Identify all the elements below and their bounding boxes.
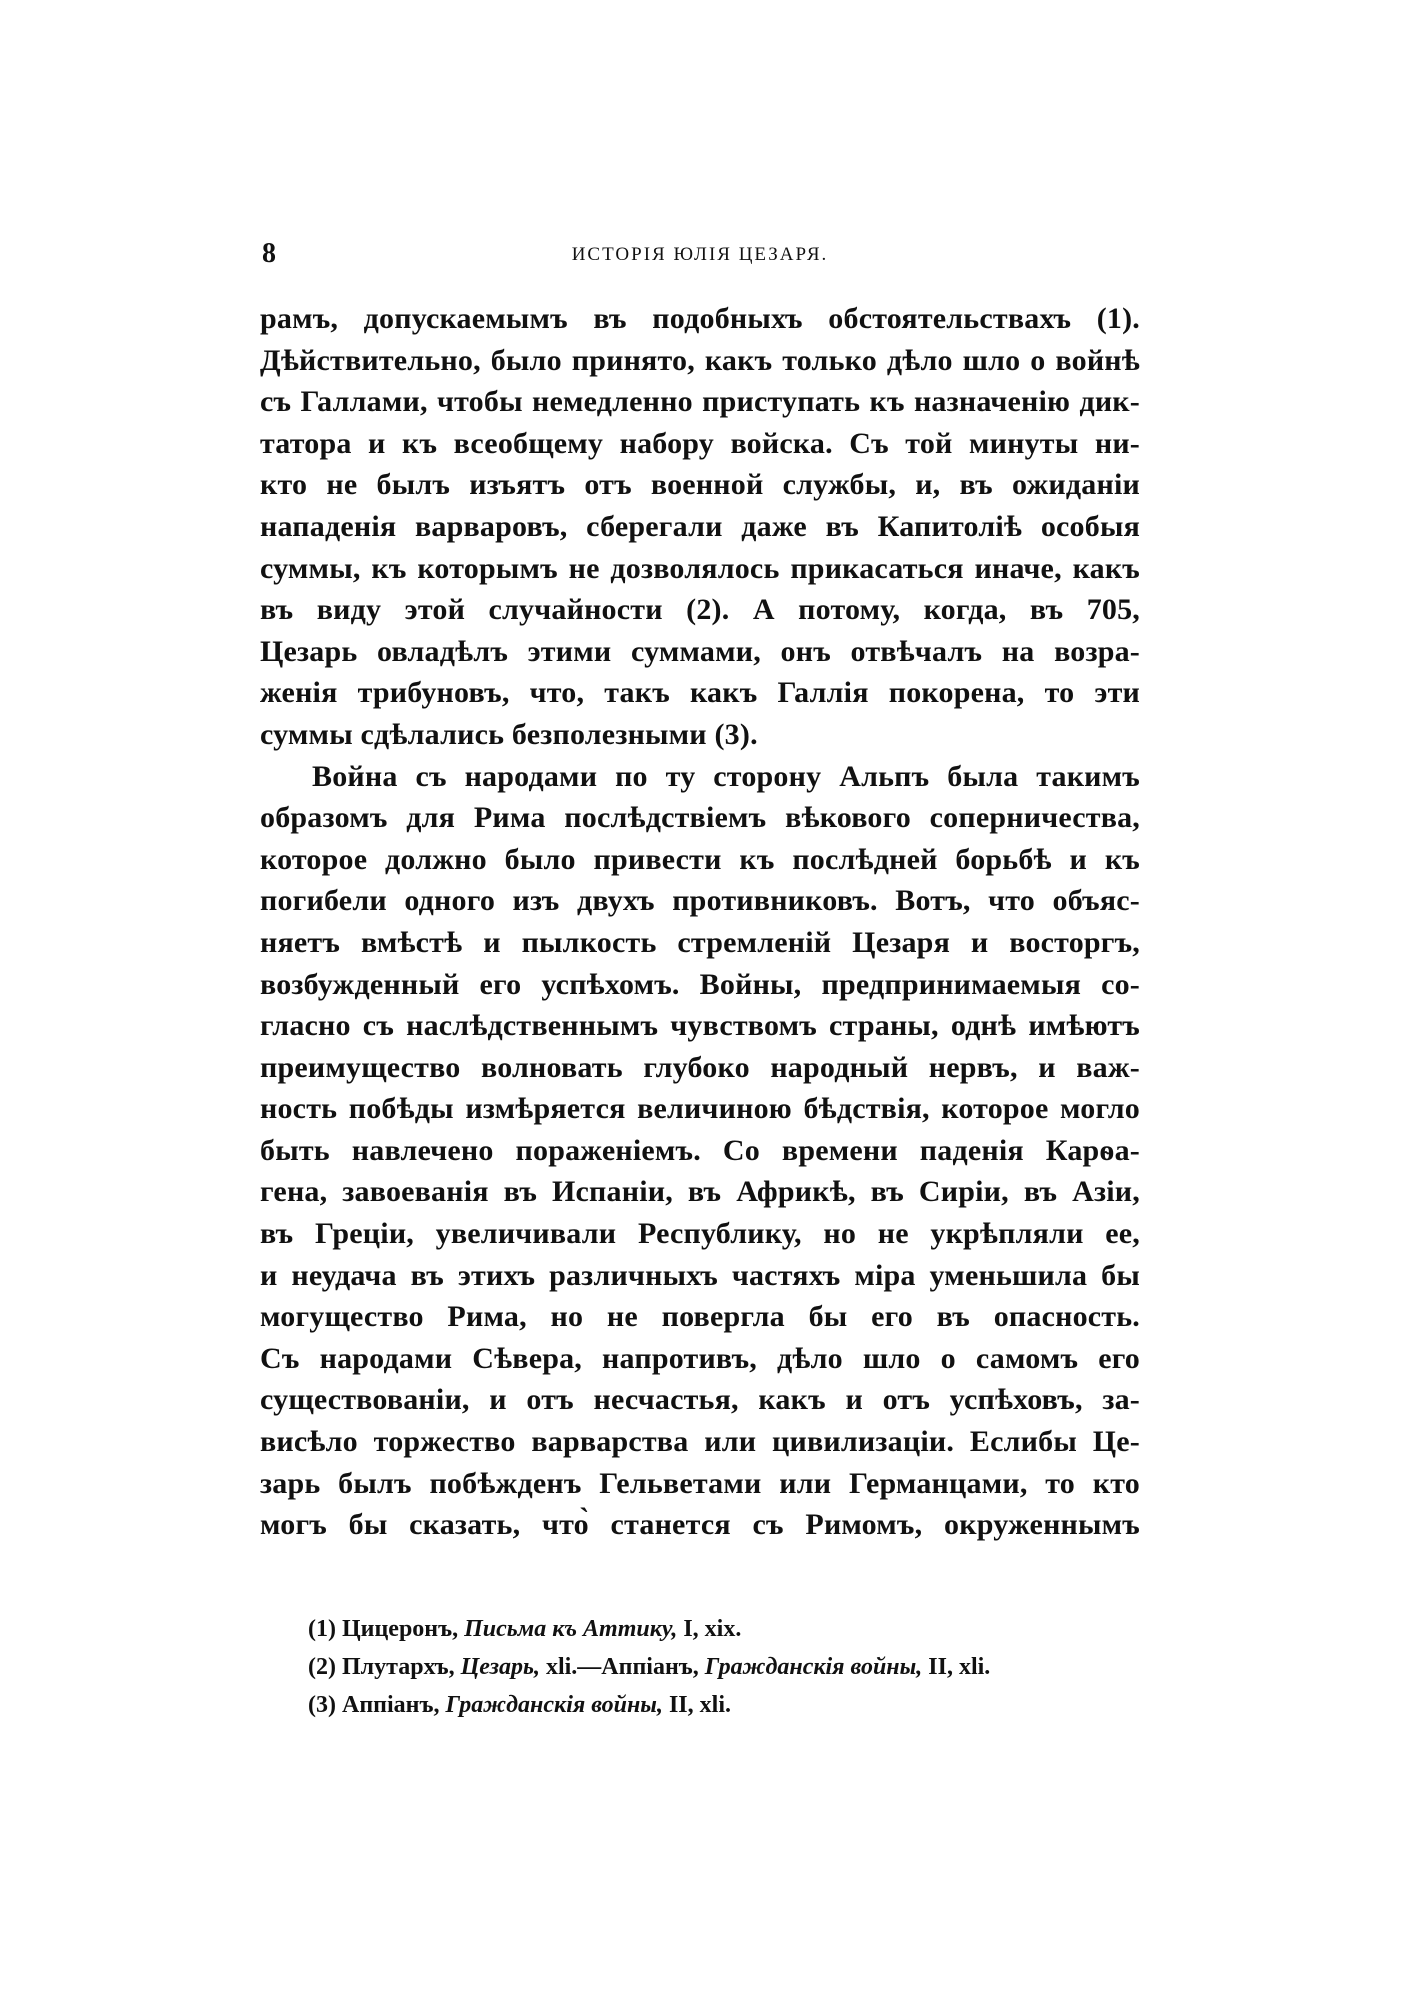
footnote-author: Плутархъ,: [341, 1654, 455, 1680]
text-line: Дѣйствительно, было принято, какъ только дѣло шло о войнѣ: [260, 343, 1140, 377]
text-line: суммы, къ которымъ не дозволялось прикасаться иначе, какъ: [260, 551, 1140, 585]
text-line: зарь былъ побѣжденъ Гельветами или Германцами, то кто: [260, 1466, 1140, 1500]
running-head: [260, 238, 1140, 278]
text-line: возбужденный его успѣхомъ. Войны, предпринимаемыя со-: [260, 967, 1140, 1001]
footnote-work-title: Гражданскія войны,: [445, 1692, 663, 1718]
text-line: Война съ народами по ту сторону Альпъ была такимъ: [312, 759, 1140, 793]
text-line: могущество Рима, но не повергла бы его въ опасность.: [260, 1300, 1140, 1334]
text-line: которое должно было привести къ послѣдней борьбѣ и къ: [260, 842, 1140, 876]
text-line: висѣло торжество варварства или цивилизаціи. Еслибы Це-: [260, 1425, 1140, 1459]
footnote-reference: II, xli.: [668, 1692, 731, 1718]
text-line: существованіи, и отъ несчастья, какъ и отъ успѣховъ, за-: [260, 1383, 1140, 1417]
text-line: быть навлечено пораженіемъ. Со времени паденія Карѳа-: [260, 1133, 1140, 1167]
footnote-3: [308, 1686, 1140, 1724]
text-line: гласно съ наслѣдственнымъ чувствомъ страны, однѣ имѣютъ: [260, 1009, 1140, 1043]
footnotes: [308, 1610, 1140, 1724]
footnote-marker: (2): [308, 1654, 336, 1680]
text-line: нападенія варваровъ, сберегали даже въ Капитоліѣ особыя: [260, 509, 1140, 543]
footnote-work-title: Письма къ Аттику,: [464, 1616, 678, 1642]
footnote-work-title: Цезарь,: [460, 1654, 540, 1680]
page-number: 8: [262, 238, 276, 269]
footnote-2: [308, 1648, 1140, 1686]
text-line: въ Греціи, увеличивали Республику, но не укрѣпляли ее,: [260, 1217, 1140, 1251]
text-line: женія трибуновъ, что, такъ какъ Галлія покорена, то эти: [260, 676, 1140, 710]
text-line: Цезарь овладѣлъ этими суммами, онъ отвѣчалъ на возра-: [260, 634, 1140, 668]
text-line: татора и къ всеобщему набору войска. Съ той минуты ни-: [260, 426, 1140, 460]
text-line: могъ бы сказать, что̀ станется съ Римомъ, окруженнымъ: [260, 1508, 1140, 1542]
text-line: суммы сдѣлались безполезными (3).: [260, 717, 758, 751]
footnote-reference: I, xix.: [683, 1616, 742, 1642]
footnote-author: Цицеронъ,: [341, 1616, 459, 1642]
text-line: гена, завоеванія въ Испаніи, въ Африкѣ, въ Сиріи, въ Азіи,: [260, 1175, 1140, 1209]
text-line: няетъ вмѣстѣ и пылкость стремленій Цезаря и восторгъ,: [260, 925, 1140, 959]
text-line: ность побѣды измѣряется величиною бѣдствія, которое могло: [260, 1092, 1140, 1126]
footnote-1: [308, 1610, 1140, 1648]
body-text: [260, 298, 1140, 1546]
text-line: съ Галлами, чтобы немедленно приступать къ назначенію дик-: [260, 385, 1140, 419]
footnote-work-title: Гражданскія войны,: [704, 1654, 923, 1680]
text-line: Съ народами Сѣвера, напротивъ, дѣло шло о самомъ его: [260, 1341, 1140, 1375]
footnote-marker: (1): [308, 1616, 336, 1642]
footnote-author: Аппіанъ,: [341, 1692, 440, 1718]
text-line: и неудача въ этихъ различныхъ частяхъ міра уменьшила бы: [260, 1258, 1140, 1292]
running-title: ИСТОРІЯ ЮЛІЯ ЦЕЗАРЯ.: [571, 244, 829, 265]
text-line: въ виду этой случайности (2). А потому, когда, въ 705,: [260, 593, 1140, 627]
footnote-reference: II, xli.: [928, 1654, 991, 1680]
footnote-reference: xli.—Аппіанъ,: [545, 1654, 699, 1680]
text-line: образомъ для Рима послѣдствіемъ вѣкового соперничества,: [260, 801, 1140, 835]
text-line: кто не былъ изъятъ отъ военной службы, и, въ ожиданіи: [260, 468, 1140, 502]
text-line: преимущество волновать глубоко народный нервъ, и важ-: [260, 1050, 1140, 1084]
text-line: погибели одного изъ двухъ противниковъ. Вотъ, что объяс-: [260, 884, 1140, 918]
footnote-marker: (3): [308, 1692, 336, 1718]
text-line: рамъ, допускаемымъ въ подобныхъ обстоятельствахъ (1).: [260, 302, 1140, 335]
book-page: [260, 0, 1140, 1999]
